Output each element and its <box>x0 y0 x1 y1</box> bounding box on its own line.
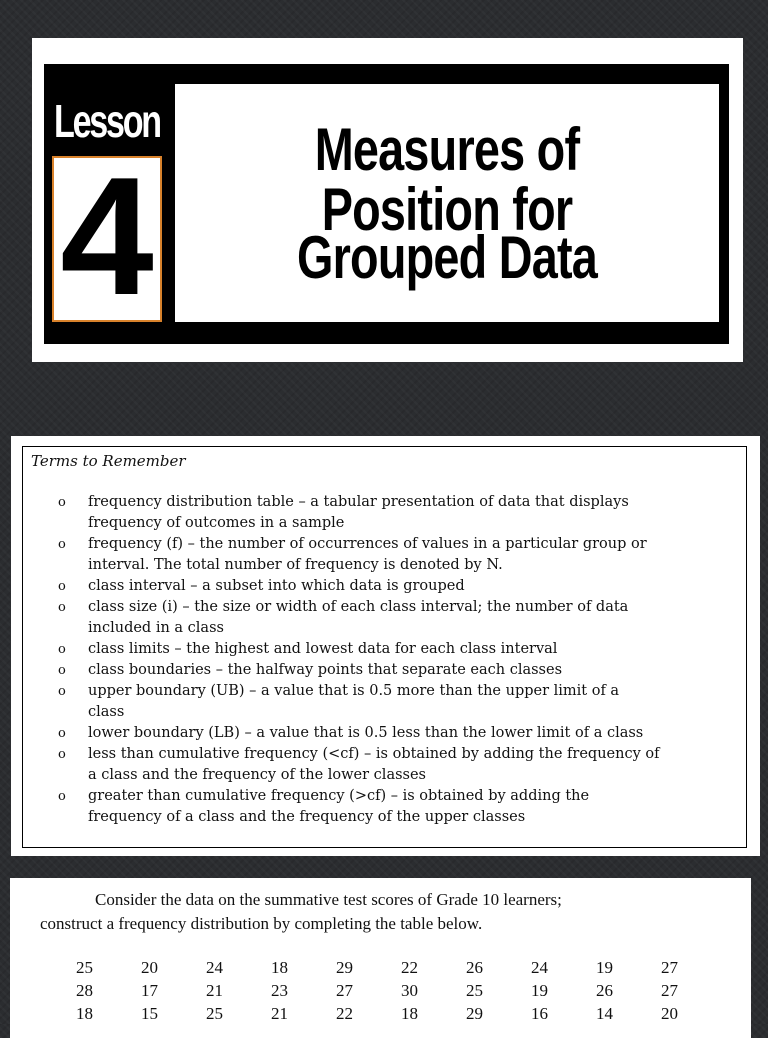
lesson-title-line-2: Grouped Data <box>296 224 598 291</box>
terms-list <box>23 492 746 828</box>
score-cell: 18 <box>401 1003 418 1023</box>
score-cell: 19 <box>596 957 613 977</box>
score-cell: 29 <box>336 957 353 977</box>
term-item <box>23 681 746 723</box>
score-cell: 23 <box>271 980 288 1000</box>
term-line: class <box>88 704 125 720</box>
score-cell: 15 <box>141 1003 158 1023</box>
lesson-number-box <box>52 142 162 330</box>
term-item <box>23 597 746 639</box>
term-line: less than cumulative frequency (<cf) – is obtained by adding the frequency of <box>88 746 660 762</box>
data-slide <box>10 878 751 1038</box>
term-item <box>23 534 746 576</box>
scores-row <box>76 956 726 979</box>
score-cell: 30 <box>401 980 418 1000</box>
term-line: frequency of a class and the frequency of the upper classes <box>88 809 526 825</box>
lesson-label: Lesson <box>54 95 160 147</box>
bullet-icon: o <box>58 747 66 762</box>
score-cell: 27 <box>336 980 353 1000</box>
score-cell: 20 <box>141 957 158 977</box>
term-item <box>23 660 746 681</box>
bullet-icon: o <box>58 579 66 594</box>
term-line: class interval – a subset into which data is grouped <box>88 578 465 594</box>
score-cell: 25 <box>76 957 93 977</box>
score-cell: 19 <box>531 980 548 1000</box>
term-line: included in a class <box>88 620 224 636</box>
lesson-title-line-1: Measures of Position for <box>314 116 580 243</box>
lesson-title-box <box>175 84 719 322</box>
term-item <box>23 723 746 744</box>
score-cell: 24 <box>531 957 548 977</box>
score-cell: 25 <box>466 980 483 1000</box>
bullet-icon: o <box>58 663 66 678</box>
terms-slide <box>11 436 760 856</box>
term-item <box>23 492 746 534</box>
bullet-icon: o <box>58 642 66 657</box>
score-cell: 18 <box>271 957 288 977</box>
term-line: class size (i) – the size or width of each class interval; the number of data <box>88 599 629 615</box>
score-cell: 22 <box>401 957 418 977</box>
lesson-number: 4 <box>60 142 154 330</box>
score-cell: 25 <box>206 1003 223 1023</box>
score-cell: 21 <box>206 980 223 1000</box>
score-cell: 16 <box>531 1003 548 1023</box>
bullet-icon: o <box>58 726 66 741</box>
score-cell: 27 <box>661 980 678 1000</box>
score-cell: 29 <box>466 1003 483 1023</box>
terms-heading: Terms to Remember <box>31 452 186 470</box>
term-line: greater than cumulative frequency (>cf) – is obtained by adding the <box>88 788 590 804</box>
bullet-icon: o <box>58 495 66 510</box>
term-item <box>23 786 746 828</box>
term-line: class limits – the highest and lowest data for each class interval <box>88 641 558 657</box>
term-item <box>23 639 746 660</box>
bullet-icon: o <box>58 789 66 804</box>
bullet-icon: o <box>58 684 66 699</box>
score-cell: 26 <box>466 957 483 977</box>
term-line: interval. The total number of frequency is denoted by N. <box>88 557 503 573</box>
score-cell: 27 <box>661 957 678 977</box>
score-cell: 17 <box>141 980 158 1000</box>
intro-line-2: construct a frequency distribution by completing the table below. <box>40 914 483 933</box>
lesson-banner <box>44 64 729 344</box>
term-line: frequency distribution table – a tabular presentation of data that displays <box>88 494 629 510</box>
term-line: frequency of outcomes in a sample <box>88 515 345 531</box>
term-line: frequency (f) – the number of occurrences of values in a particular group or <box>88 536 647 552</box>
scores-table <box>76 956 726 1025</box>
score-cell: 18 <box>76 1003 93 1023</box>
score-cell: 14 <box>596 1003 613 1023</box>
intro-text <box>40 888 740 936</box>
term-line: upper boundary (UB) – a value that is 0.5 more than the upper limit of a <box>88 683 620 699</box>
score-cell: 20 <box>661 1003 678 1023</box>
score-cell: 26 <box>596 980 613 1000</box>
term-line: lower boundary (LB) – a value that is 0.5 less than the lower limit of a class <box>88 725 644 741</box>
term-line: a class and the frequency of the lower classes <box>88 767 426 783</box>
lesson-title-slide <box>32 38 743 362</box>
term-line: class boundaries – the halfway points that separate each classes <box>88 662 563 678</box>
bullet-icon: o <box>58 600 66 615</box>
term-item <box>23 744 746 786</box>
intro-line-1: Consider the data on the summative test scores of Grade 10 learners; <box>95 890 562 909</box>
score-cell: 21 <box>271 1003 288 1023</box>
scores-row <box>76 1002 726 1025</box>
scores-row <box>76 979 726 1002</box>
terms-box <box>22 446 747 848</box>
bullet-icon: o <box>58 537 66 552</box>
score-cell: 24 <box>206 957 223 977</box>
term-item <box>23 576 746 597</box>
score-cell: 28 <box>76 980 93 1000</box>
score-cell: 22 <box>336 1003 353 1023</box>
